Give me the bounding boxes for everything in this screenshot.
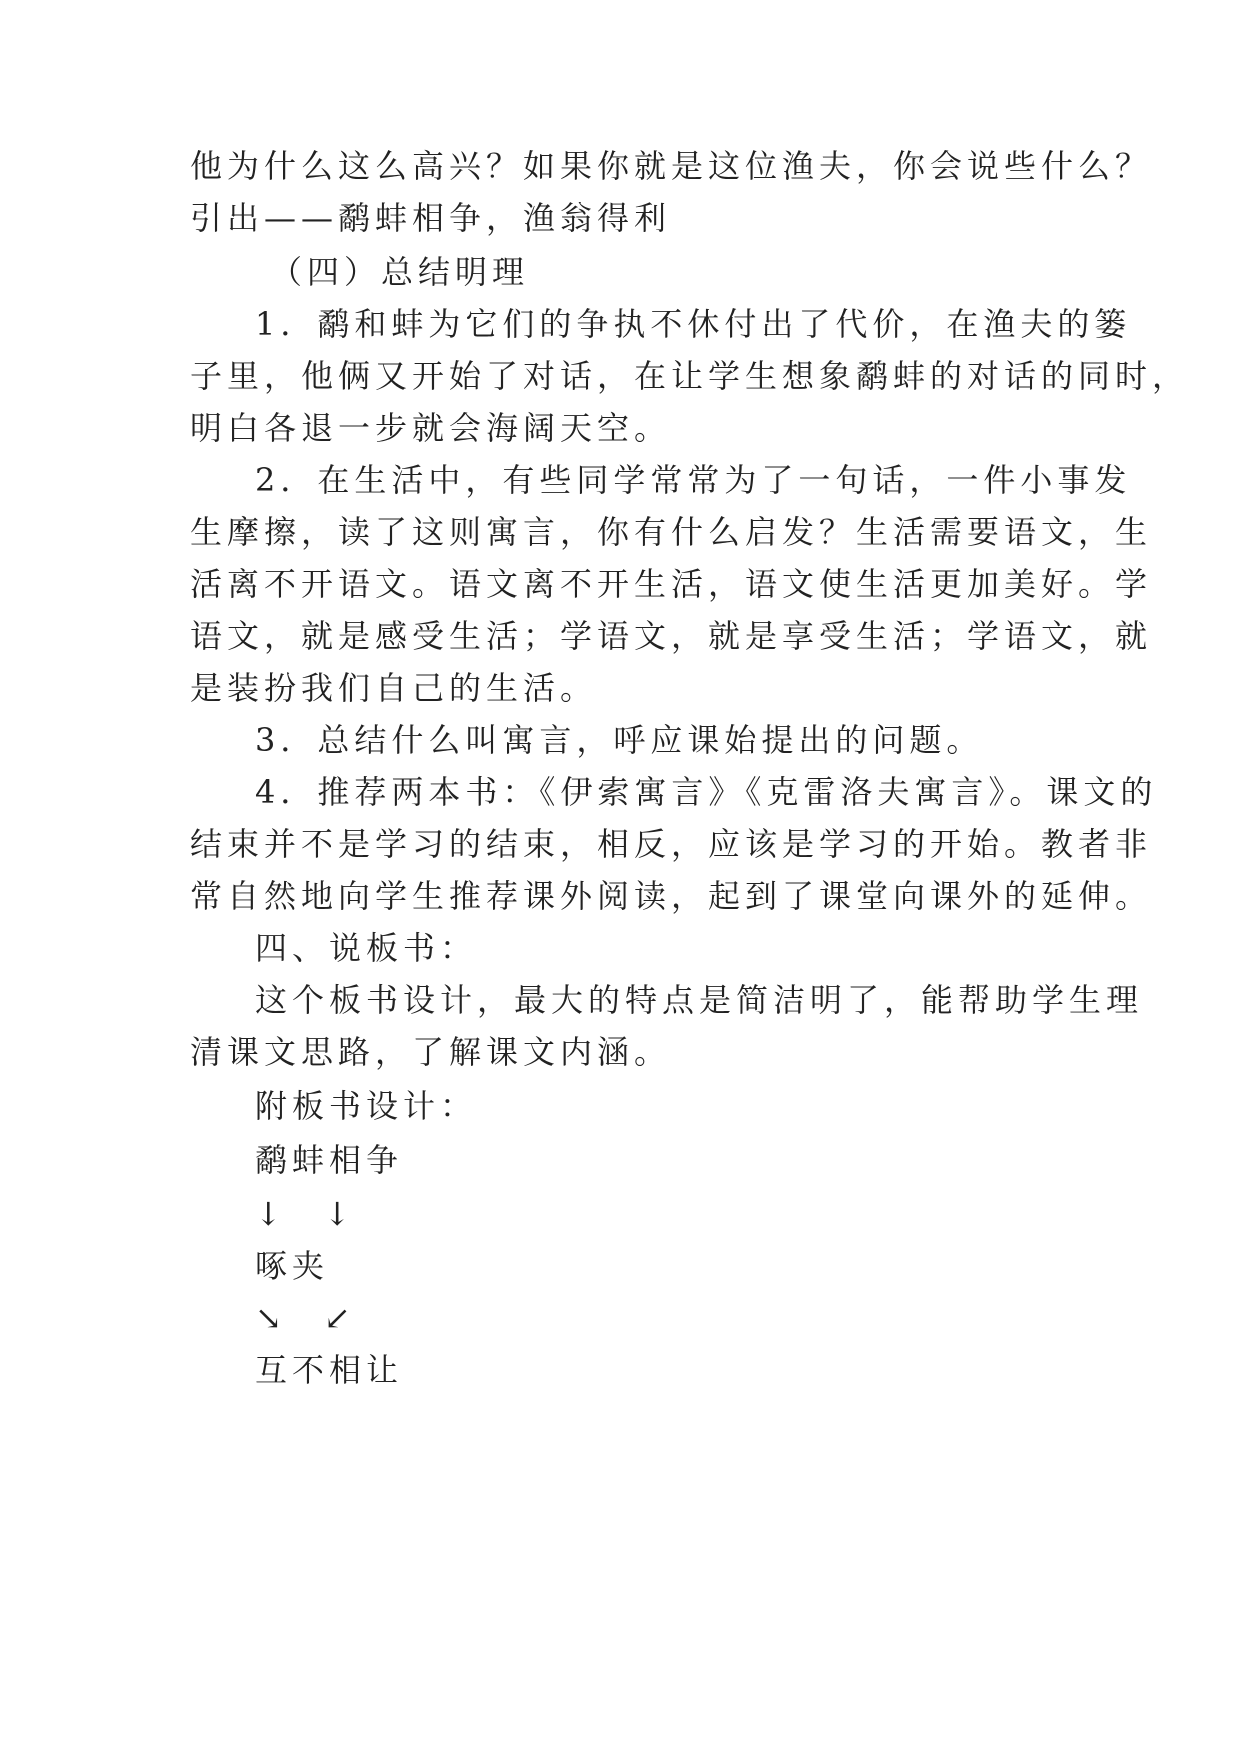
paragraph-line: 他为什么这么高兴？如果你就是这位渔夫，你会说些什么？ (190, 147, 1153, 185)
diagonal-arrows: ↘ ↙ (255, 1299, 356, 1337)
paragraph-line: 1．鹬和蚌为它们的争执不休付出了代价，在渔夫的篓 (255, 305, 1132, 343)
section-heading: 四、说板书： (255, 929, 478, 967)
paragraph-line: 活离不开语文。语文离不开生活，语文使生活更加美好。学 (190, 565, 1153, 603)
paragraph-line: 常自然地向学生推荐课外阅读，起到了课堂向课外的延伸。 (190, 877, 1153, 915)
board-line: 啄夹 (255, 1247, 330, 1285)
paragraph-line: 3．总结什么叫寓言，呼应课始提出的问题。 (255, 721, 984, 759)
paragraph-line: 明白各退一步就会海阔天空。 (190, 409, 672, 447)
paragraph-line: 生摩擦，读了这则寓言，你有什么启发？生活需要语文，生 (190, 513, 1153, 551)
paragraph-line: 清课文思路，了解课文内涵。 (190, 1033, 672, 1071)
paragraph-line: 语文，就是感受生活；学语文，就是享受生活；学语文，就 (190, 617, 1153, 655)
board-line: 鹬蚌相争 (255, 1141, 404, 1179)
board-line: 互不相让 (255, 1351, 404, 1389)
down-arrows: ↓ ↓ (255, 1195, 356, 1233)
paragraph-line: 子里，他俩又开始了对话，在让学生想象鹬蚌的对话的同时， (190, 357, 1190, 395)
paragraph-line: 引出——鹬蚌相争，渔翁得利 (190, 199, 672, 237)
paragraph-line: 2．在生活中，有些同学常常为了一句话，一件小事发 (255, 461, 1132, 499)
paragraph-line: 结束并不是学习的结束，相反，应该是学习的开始。教者非 (190, 825, 1153, 863)
paragraph-line: 这个板书设计，最大的特点是简洁明了，能帮助学生理 (255, 981, 1144, 1019)
paragraph-line: 4．推荐两本书：《伊索寓言》《克雷洛夫寓言》。课文的 (255, 773, 1158, 811)
paragraph-line: 是装扮我们自己的生活。 (190, 669, 598, 707)
board-design-heading: 附板书设计： (255, 1087, 478, 1125)
section-heading: （四）总结明理 (270, 253, 530, 291)
